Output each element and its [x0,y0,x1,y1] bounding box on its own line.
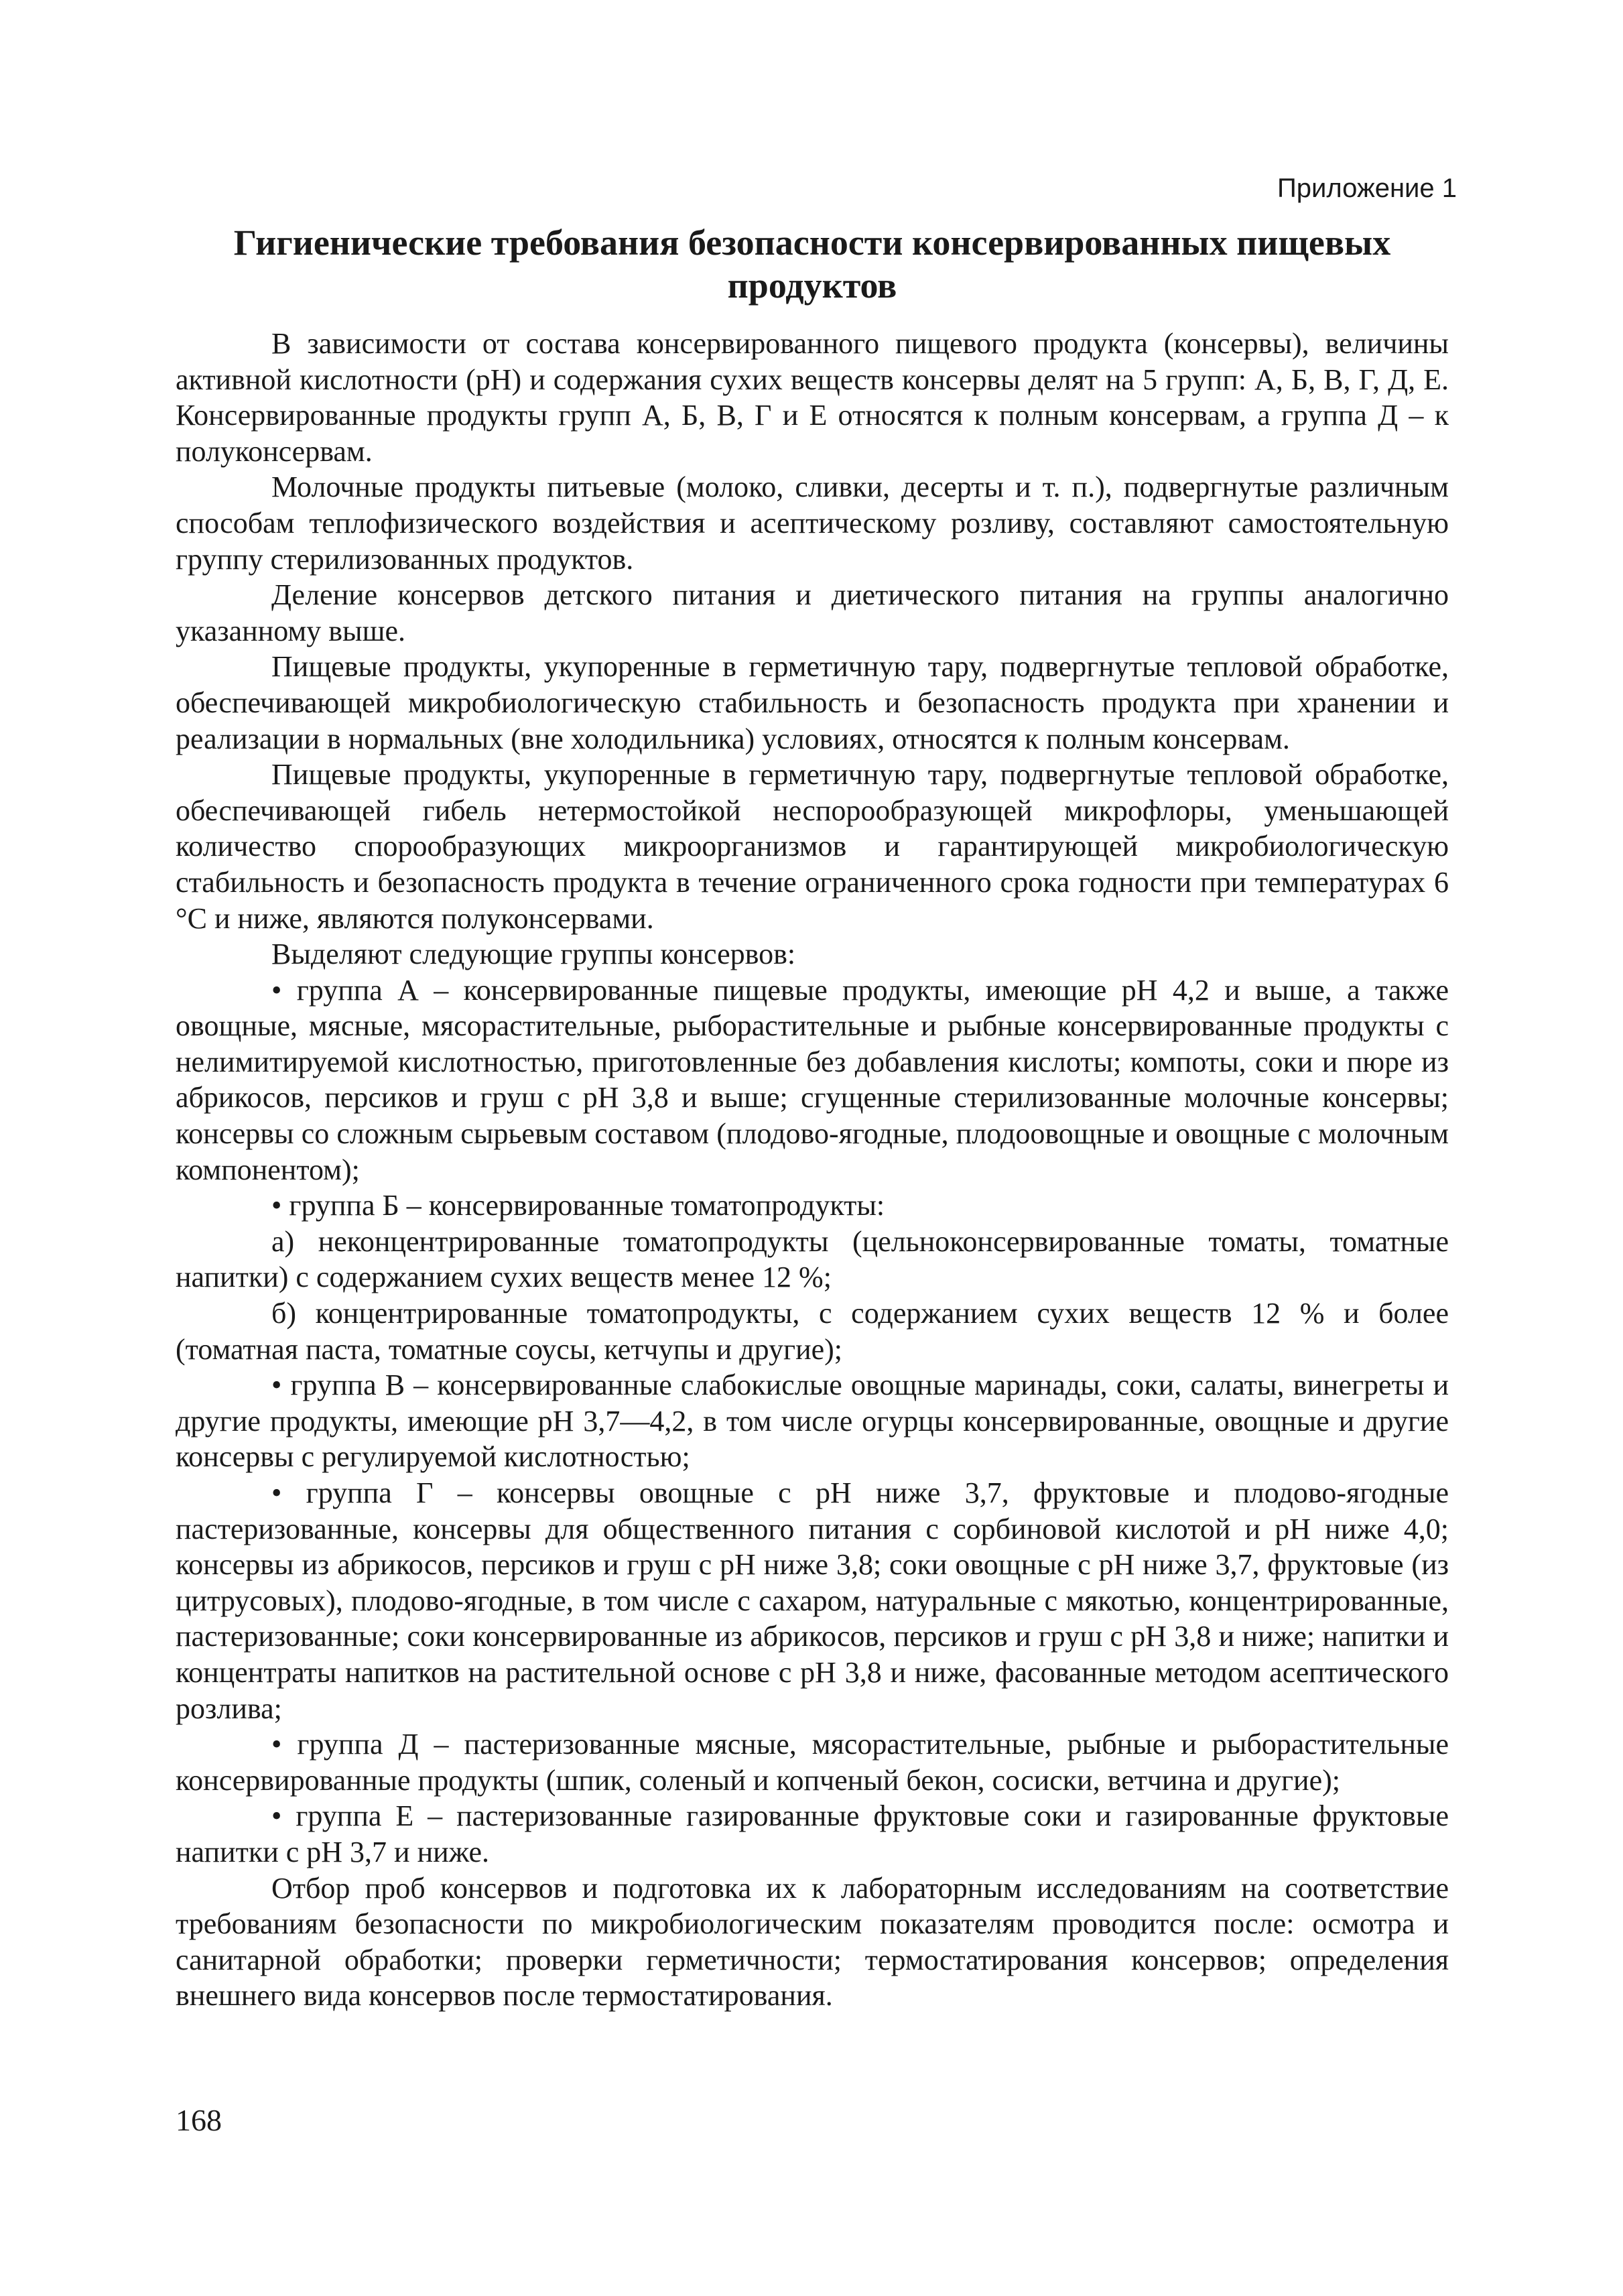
paragraph-sampling: Отбор проб консервов и подготовка их к лабораторным исследованиям на соответствие требованиям безопасности по микробиологическим показателям проводится после: осмотра и санитарной обработки; проверки герметичности; термостатирования консервов; определения внешнего вида консервов после термостатирования. [176,1871,1449,2013]
body-text [176,326,1449,2014]
paragraph-groups-lead: Выделяют следующие группы консервов: [271,938,796,971]
paragraph-dairy: Молочные продукты питьевые (молоко, сливки, десерты и т. п.), подвергнутые различным способам теплофизического воздействия и асептическому розливу, составляют самостоятельную группу стерилизованных продуктов. [176,470,1449,576]
appendix-label: Приложение 1 [1277,174,1457,203]
document-title: Гигиенические требования безопасности консервированных пищевых продуктов [233,222,1391,306]
list-item-group-g: • группа Г – консервы овощные с pH ниже 3,7, фруктовые и плодово-ягодные пастеризованные, консервы для общественного питания с сорбиновой кислотой и pH ниже 4,0; консервы из абрикосов, персиков и груш с pH ниже 3,8; соки овощные с pH ниже 3,7, фруктовые (из цитрусовых), плодово-ягодные, в том числе с сахаром, натуральные с мякотью, концентрированные, пастеризованные; соки консервированные из абрикосов, персиков и груш с pH 3,8 и ниже; напитки и концентраты напитков на растительной основе с pH 3,8 и ниже, фасованные методом асептического розлива; [176,1476,1449,1725]
list-item-group-d: • группа Д – пастеризованные мясные, мясорастительные, рыбные и рыборастительные консервированные продукты (шпик, соленый и копченый бекон, сосиски, ветчина и другие); [176,1728,1449,1797]
paragraph-groups-intro: В зависимости от состава консервированного пищевого продукта (консервы), величины активной кислотности (pH) и содержания сухих веществ консервы делят на 5 групп: А, Б, В, Г, Д, Е. Консервированные продукты групп А, Б, В, Г и Е относятся к полным консервам, а группа Д – к полуконсервам. [176,327,1449,468]
page-number: 168 [176,2103,222,2137]
list-subitem-b-a: а) неконцентрированные томатопродукты (цельноконсервированные томаты, томатные напитки) с содержанием сухих веществ менее 12 %; [176,1224,1449,1294]
paragraph-full-preserves: Пищевые продукты, укупоренные в герметичную тару, подвергнутые тепловой обработке, обеспечивающей микробиологическую стабильность и безопасность продукта при хранении и реализации в нормальных (вне холодильника) условиях, относятся к полным консервам. [176,650,1449,755]
paragraph-baby-food: Деление консервов детского питания и диетического питания на группы аналогично указанному выше. [176,578,1449,647]
list-item-group-b: • группа Б – консервированные томатопродукты: [271,1189,885,1222]
list-item-group-v: • группа В – консервированные слабокислые овощные маринады, соки, салаты, винегреты и другие продукты, имеющие pH 3,7—4,2, в том числе огурцы консервированные, овощные и другие консервы с регулируемой кислотностью; [176,1368,1449,1474]
list-item-group-a: • группа А – консервированные пищевые продукты, имеющие pH 4,2 и выше, а также овощные, мясные, мясорастительные, рыборастительные и рыбные консервированные продукты с нелимитируемой кислотностью, приготовленные без добавления кислоты; компоты, соки и пюре из абрикосов, персиков и груш с pH 3,8 и выше; сгущенные стерилизованные молочные консервы; консервы со сложным сырьевым составом (плодово-ягодные, плодоовощные и овощные с молочным компонентом); [176,973,1449,1186]
list-item-group-e: • группа Е – пастеризованные газированные фруктовые соки и газированные фруктовые напитки с pH 3,7 и ниже. [176,1799,1449,1868]
list-subitem-b-b: б) концентрированные томатопродукты, с содержанием сухих веществ 12 % и более (томатная паста, томатные соусы, кетчупы и другие); [176,1297,1449,1366]
paragraph-semi-preserves: Пищевые продукты, укупоренные в герметичную тару, подвергнутые тепловой обработке, обеспечивающей гибель нетермостойкой неспорообразующей микрофлоры, уменьшающей количество спорообразующих микроорганизмов и гарантирующей микробиологическую стабильность и безопасность продукта в течение ограниченного срока годности при температурах 6 °С и ниже, являются полуконсервами. [176,758,1449,935]
